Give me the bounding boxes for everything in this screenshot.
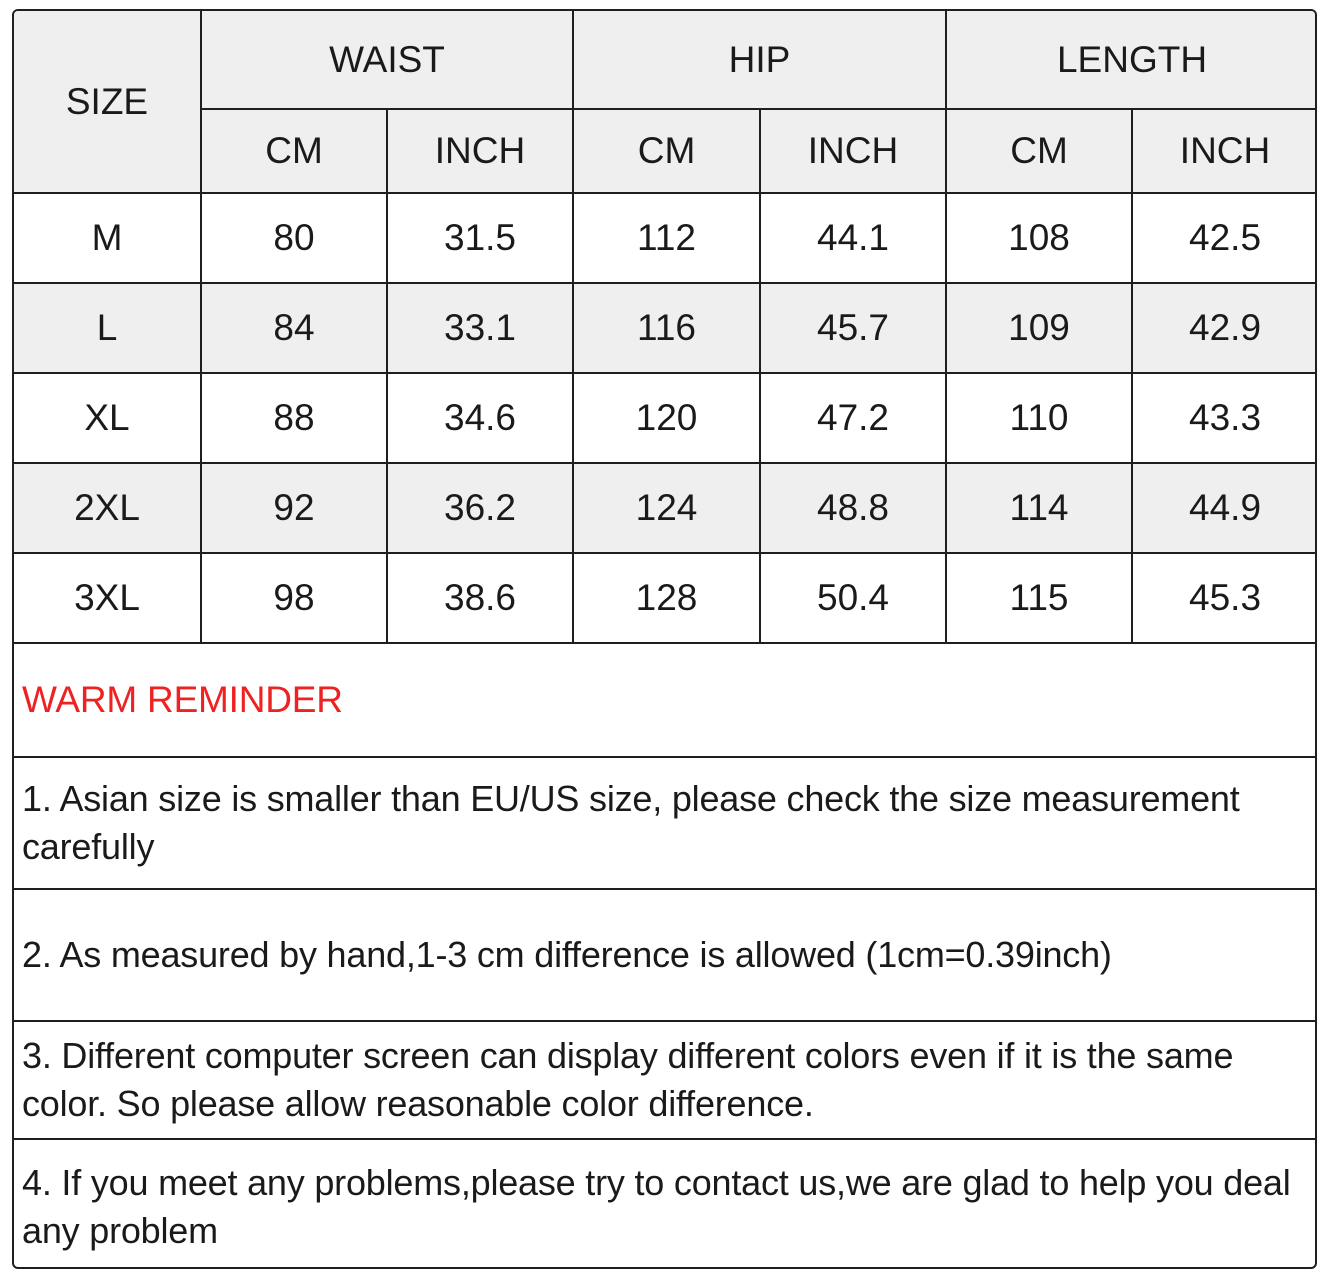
table-cell: 38.6: [387, 553, 573, 643]
table-cell: 31.5: [387, 193, 573, 283]
table-row: [14, 193, 1317, 283]
table-cell: 42.5: [1132, 193, 1317, 283]
table-cell: 88: [201, 373, 387, 463]
table-cell: 80: [201, 193, 387, 283]
size-column-header: SIZE: [14, 11, 201, 193]
size-cell: L: [14, 283, 201, 373]
table-cell: 124: [573, 463, 760, 553]
table-cell: 48.8: [760, 463, 946, 553]
reminder-item-text: 2. As measured by hand,1-3 cm difference is allowed (1cm=0.39inch): [22, 934, 1112, 975]
reminder-item-text: 1. Asian size is smaller than EU/US size, please check the size measurement carefully: [22, 778, 1240, 867]
table-cell: 45.3: [1132, 553, 1317, 643]
size-table: [14, 11, 1317, 644]
table-cell: 50.4: [760, 553, 946, 643]
unit-header: INCH: [760, 109, 946, 193]
size-cell: XL: [14, 373, 201, 463]
table-cell: 114: [946, 463, 1132, 553]
table-row: [14, 373, 1317, 463]
size-cell: M: [14, 193, 201, 283]
table-cell: 109: [946, 283, 1132, 373]
table-cell: 44.1: [760, 193, 946, 283]
table-cell: 128: [573, 553, 760, 643]
reminder-item: [14, 1138, 1317, 1269]
table-cell: 120: [573, 373, 760, 463]
length-header: LENGTH: [946, 11, 1317, 109]
table-cell: 42.9: [1132, 283, 1317, 373]
warm-reminder-title-text: WARM REMINDER: [22, 679, 343, 720]
table-cell: 110: [946, 373, 1132, 463]
table-cell: 43.3: [1132, 373, 1317, 463]
size-chart-frame: [12, 9, 1317, 1269]
reminder-item: [14, 888, 1317, 1020]
unit-header: CM: [573, 109, 760, 193]
table-cell: 33.1: [387, 283, 573, 373]
table-cell: 47.2: [760, 373, 946, 463]
size-cell: 3XL: [14, 553, 201, 643]
reminder-item-text: 3. Different computer screen can display different colors even if it is the same color. So please allow reasonable color difference.: [22, 1035, 1234, 1124]
table-row: [14, 553, 1317, 643]
table-row: [14, 463, 1317, 553]
waist-header: WAIST: [201, 11, 573, 109]
unit-header: CM: [946, 109, 1132, 193]
table-cell: 116: [573, 283, 760, 373]
warm-reminder-title: [14, 644, 1317, 756]
unit-header: INCH: [387, 109, 573, 193]
table-cell: 36.2: [387, 463, 573, 553]
reminder-item-text: 4. If you meet any problems,please try to contact us,we are glad to help you deal any problem: [22, 1162, 1291, 1251]
unit-header: CM: [201, 109, 387, 193]
table-cell: 112: [573, 193, 760, 283]
reminder-item: [14, 756, 1317, 888]
table-cell: 115: [946, 553, 1132, 643]
hip-header: HIP: [573, 11, 946, 109]
table-cell: 45.7: [760, 283, 946, 373]
table-cell: 108: [946, 193, 1132, 283]
table-cell: 92: [201, 463, 387, 553]
table-cell: 34.6: [387, 373, 573, 463]
table-cell: 44.9: [1132, 463, 1317, 553]
table-cell: 98: [201, 553, 387, 643]
warm-reminder-section: [14, 644, 1317, 1269]
reminder-item: [14, 1020, 1317, 1138]
table-cell: 84: [201, 283, 387, 373]
unit-header: INCH: [1132, 109, 1317, 193]
table-header-row: [14, 11, 1317, 109]
table-row: [14, 283, 1317, 373]
size-cell: 2XL: [14, 463, 201, 553]
table-unit-row: [14, 109, 1317, 193]
